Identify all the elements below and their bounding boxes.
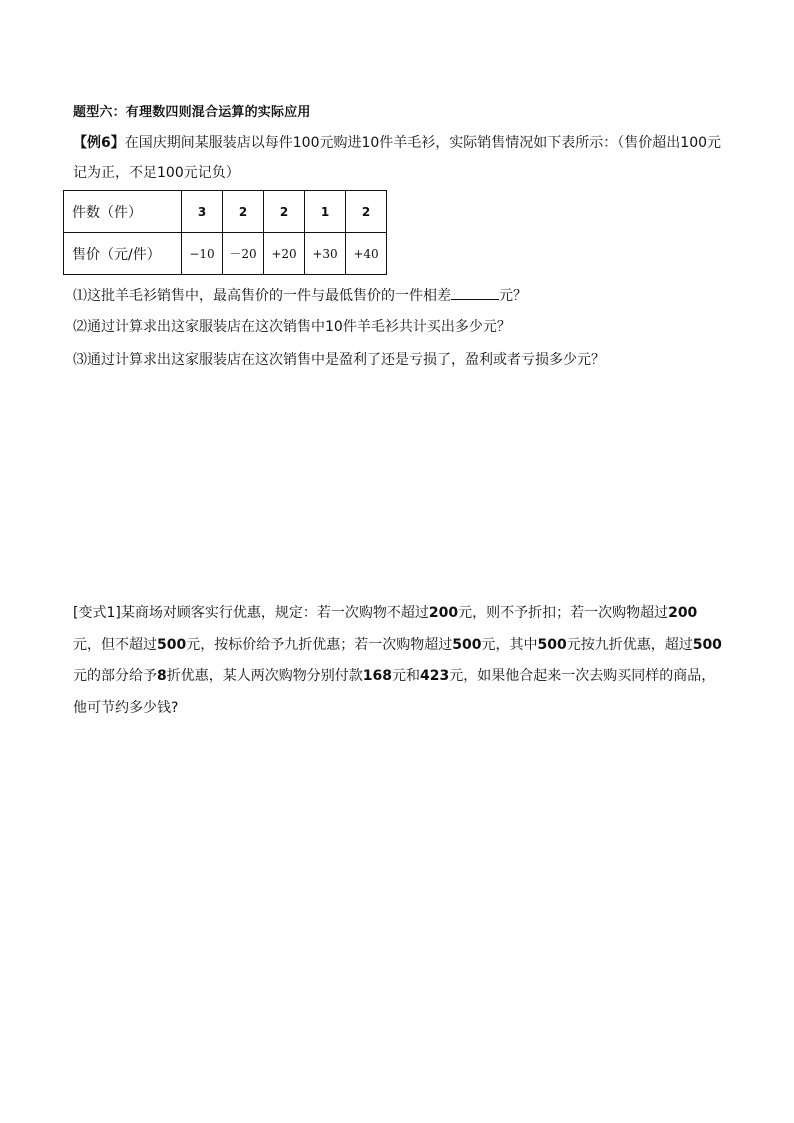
example-6-paragraph: [73, 128, 723, 188]
table-row-label: 件数（件）: [64, 191, 182, 233]
variant-number: 500: [537, 636, 567, 653]
variant-text: 折优惠，某人两次购物分别付款: [166, 668, 363, 684]
answer-blank[interactable]: [451, 285, 499, 300]
variant-number: 500: [157, 636, 187, 653]
table-cell: －20: [223, 233, 264, 275]
variant-number: 168: [362, 668, 392, 684]
variant-text: [变式1]某商场对顾客实行优惠，规定：若一次购物不超过: [73, 605, 429, 621]
variant-text: 元，其中: [481, 636, 538, 653]
table-cell: 2: [223, 191, 264, 233]
variant-1-paragraph: [73, 598, 723, 724]
table-row-price: [64, 233, 387, 275]
table-cell: 2: [346, 191, 387, 233]
variant-text: 元，则不予折扣；若一次购物超过: [458, 605, 669, 621]
variant-text: 元，按标价给予九折优惠；若一次购物超过: [186, 636, 453, 653]
section-heading: 题型六：有理数四则混合运算的实际应用: [73, 105, 311, 120]
question-1-text: ⑴这批羊毛衫销售中，最高售价的一件与最低售价的一件相差: [73, 288, 451, 304]
table-cell: −10: [182, 233, 223, 275]
variant-text: 元和: [391, 668, 420, 684]
table-cell: +30: [305, 233, 346, 275]
table-cell: +20: [264, 233, 305, 275]
variant-text: 元按九折优惠，超过: [566, 636, 693, 653]
table-row-quantity: [64, 191, 387, 233]
variant-text: 元，但不超过: [73, 636, 157, 653]
question-3: ⑶通过计算求出这家服装店在这次销售中是盈利了还是亏损了，盈利或者亏损多少元？: [73, 352, 605, 368]
variant-number: 423: [419, 668, 450, 684]
question-1: [73, 285, 527, 305]
variant-number: 500: [692, 636, 722, 653]
variant-text: 元，如果他合起来一次去购买同样的商品，他可节约多少钱?: [73, 668, 716, 716]
variant-number: 8: [157, 668, 167, 684]
example-tag: 【例6】: [73, 135, 125, 151]
table-cell: 3: [182, 191, 223, 233]
example-text: 在国庆期间某服装店以每件100元购进10件羊毛衫，实际销售情况如下表所示：（售价超出100元记为正，不足100元记负）: [73, 135, 722, 181]
table-cell: 1: [305, 191, 346, 233]
question-2: ⑵通过计算求出这家服装店在这次销售中10件羊毛衫共计买出多少元？: [73, 319, 511, 335]
variant-number: 200: [668, 605, 698, 621]
table-row-label: 售价（元/件）: [64, 233, 182, 275]
variant-text: 元的部分给予: [73, 668, 157, 684]
table-cell: +40: [346, 233, 387, 275]
question-1-suffix: 元？: [499, 288, 527, 304]
sales-table: [63, 190, 387, 275]
table-cell: 2: [264, 191, 305, 233]
variant-number: 500: [452, 636, 482, 653]
variant-number: 200: [428, 605, 459, 621]
